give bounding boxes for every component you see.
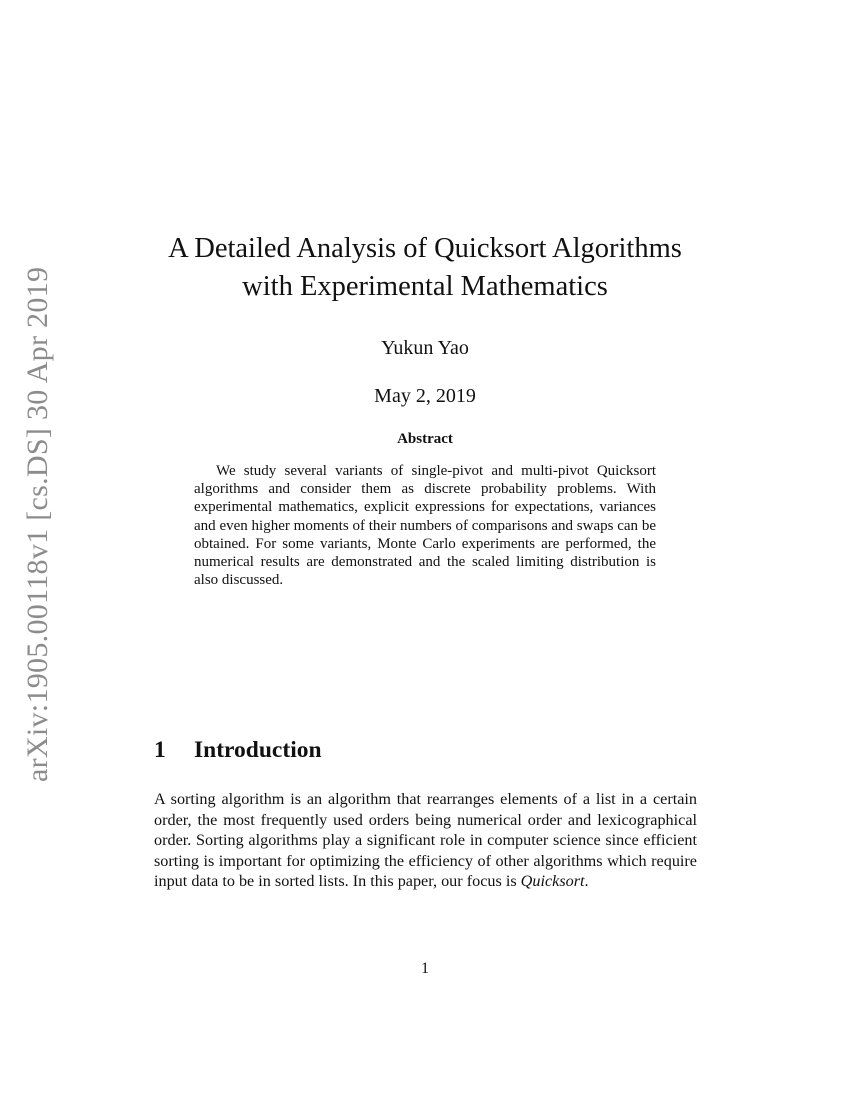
section-title: Introduction (194, 737, 322, 763)
introduction-paragraph (154, 789, 697, 892)
introduction-text-end: . (584, 872, 589, 891)
introduction-text: A sorting algorithm is an algorithm that rearranges elements of a list in a certain order, the most frequently used orders being numerical order and lexicographical order. Sorting algorithms play a significant role in computer science since efficient sorting is important for optimizing the efficiency of other algorithms which require input data to be in sorted lists. In this paper, our focus is (154, 790, 697, 891)
section-heading (154, 734, 714, 766)
section-number: 1 (154, 737, 166, 763)
arxiv-identifier-stamp: arXiv:1905.00118v1 [cs.DS] 30 Apr 2019 (21, 266, 54, 782)
introduction-emphasis: Quicksort (520, 872, 585, 891)
paper-author: Yukun Yao (381, 337, 469, 359)
paper-title-line-1: A Detailed Analysis of Quicksort Algorithms (168, 233, 682, 264)
abstract-heading: Abstract (397, 431, 453, 447)
page-number: 1 (421, 960, 429, 977)
paper-title-line-2: with Experimental Mathematics (242, 271, 608, 302)
paper-title (125, 230, 725, 306)
paper-date: May 2, 2019 (374, 385, 476, 407)
abstract-text: We study several variants of single-pivot and multi-pivot Quicksort algorithms and consider them as discrete probability problems. With experimental mathematics, explicit expressions for expectations, variances and even higher moments of their numbers of comparisons and swaps can be obtained. For some variants, Monte Carlo experiments are performed, the numerical results are demonstrated and the scaled limiting distribution is also discussed. (194, 463, 656, 589)
